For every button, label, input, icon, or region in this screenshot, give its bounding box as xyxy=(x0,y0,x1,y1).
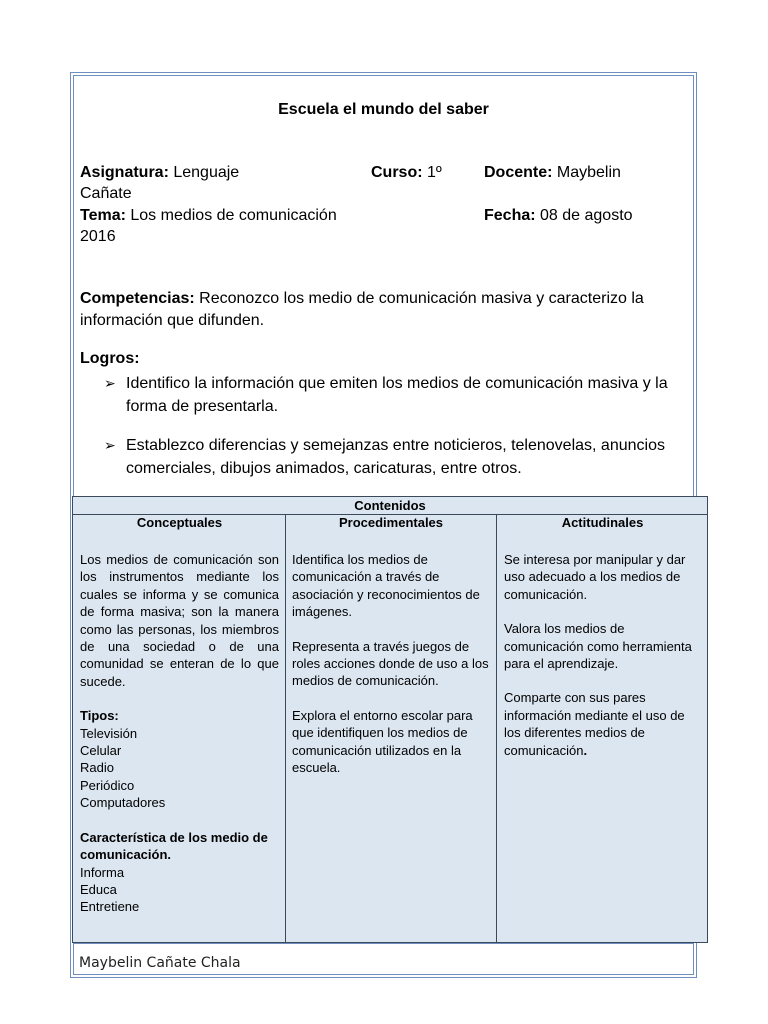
tipo-item: Televisión xyxy=(80,725,138,741)
contenidos-title: Contenidos xyxy=(73,497,707,515)
asignatura-label: Asignatura: xyxy=(80,164,169,181)
procedimental-item: Representa a través juegos de roles acciones donde de uso a los medios de comunicación. xyxy=(292,638,489,689)
procedimental-item: Identifica los medios de comunicación a través de asociación y reconocimientos de imágenes. xyxy=(292,552,480,620)
fecha-value: 08 de agosto xyxy=(535,207,633,224)
caracteristica-item: Educa xyxy=(80,881,117,897)
competencias-label: Competencias: xyxy=(80,290,195,307)
procedimentales-header: Procedimentales xyxy=(338,515,444,530)
actitudinal-item: Valora los medios de comunicación como herramienta para el aprendizaje. xyxy=(504,621,692,672)
docente-field xyxy=(484,162,621,183)
tema-label: Tema: xyxy=(80,207,126,224)
caracteristica-item: Informa xyxy=(80,864,125,880)
actitudinal-item xyxy=(504,689,701,759)
actitudinal-text: Comparte con sus pares información mediante el uso de los diferentes medios de comunicación xyxy=(504,690,685,758)
competencias-text: Reconozco los medio de comunicación masiva y caracterizo la información que difunden. xyxy=(80,290,644,329)
conceptuales-intro: Los medios de comunicación son los instrumentos mediante los cuales se informa y se comunica de forma masiva; son la manera como las personas, los miembros de una sociedad o de una comunidad se enteran de lo que sucede. xyxy=(80,552,279,689)
tipo-item: Radio xyxy=(80,760,114,776)
footer-author: Maybelin Cañate Chala xyxy=(79,955,241,971)
caracteristicas-label: Característica de los medio de comunicación. xyxy=(80,829,268,863)
asignatura-value: Lenguaje xyxy=(168,164,240,181)
procedimentales-column xyxy=(286,514,497,942)
school-title: Escuela el mundo del saber xyxy=(278,101,489,118)
fecha-field xyxy=(484,205,633,226)
conceptuales-column xyxy=(73,514,286,942)
logros-label: Logros: xyxy=(80,350,140,367)
tipos-label: Tipos: xyxy=(80,708,119,724)
logro-item xyxy=(104,434,689,480)
footer-divider xyxy=(73,943,694,944)
asignatura-value-line2: Cañate xyxy=(80,185,132,202)
curso-label: Curso: xyxy=(371,164,423,181)
actitudinal-item: Se interesa por manipular y dar uso adecuado a los medios de comunicación. xyxy=(504,552,686,602)
docente-value: Maybelin xyxy=(552,164,621,181)
tema-value-line2: 2016 xyxy=(80,228,116,245)
tipo-item: Periódico xyxy=(80,777,135,793)
arrow-bullet-icon: ➢ xyxy=(104,437,116,453)
tipo-item: Celular xyxy=(80,743,122,759)
docente-label: Docente: xyxy=(484,164,553,181)
asignatura-field xyxy=(80,162,239,183)
curso-field xyxy=(371,162,442,183)
logro-text: Establezco diferencias y semejanzas entre noticieros, telenovelas, anuncios comerciales, dibujos animados, caricaturas, entre otros. xyxy=(126,437,665,477)
logro-text: Identifico la información que emiten los medios de comunicación masiva y la forma de presentarla. xyxy=(126,375,668,415)
tipo-item: Computadores xyxy=(80,795,166,811)
actitudinales-column xyxy=(497,514,707,942)
caracteristica-item: Entretiene xyxy=(80,899,140,915)
contenidos-table xyxy=(72,496,708,943)
curso-value: 1º xyxy=(422,164,442,181)
competencias-section xyxy=(80,288,688,332)
procedimental-item: Explora el entorno escolar para que identifiquen los medios de comunicación utilizados en la escuela. xyxy=(292,707,473,776)
arrow-bullet-icon: ➢ xyxy=(104,375,116,391)
fecha-label: Fecha: xyxy=(484,207,536,224)
final-period: . xyxy=(583,742,588,758)
tema-field xyxy=(80,205,337,226)
actitudinales-header: Actitudinales xyxy=(561,515,644,530)
conceptuales-header: Conceptuales xyxy=(136,515,223,530)
logro-item xyxy=(104,372,689,418)
tema-value: Los medios de comunicación xyxy=(125,207,337,224)
